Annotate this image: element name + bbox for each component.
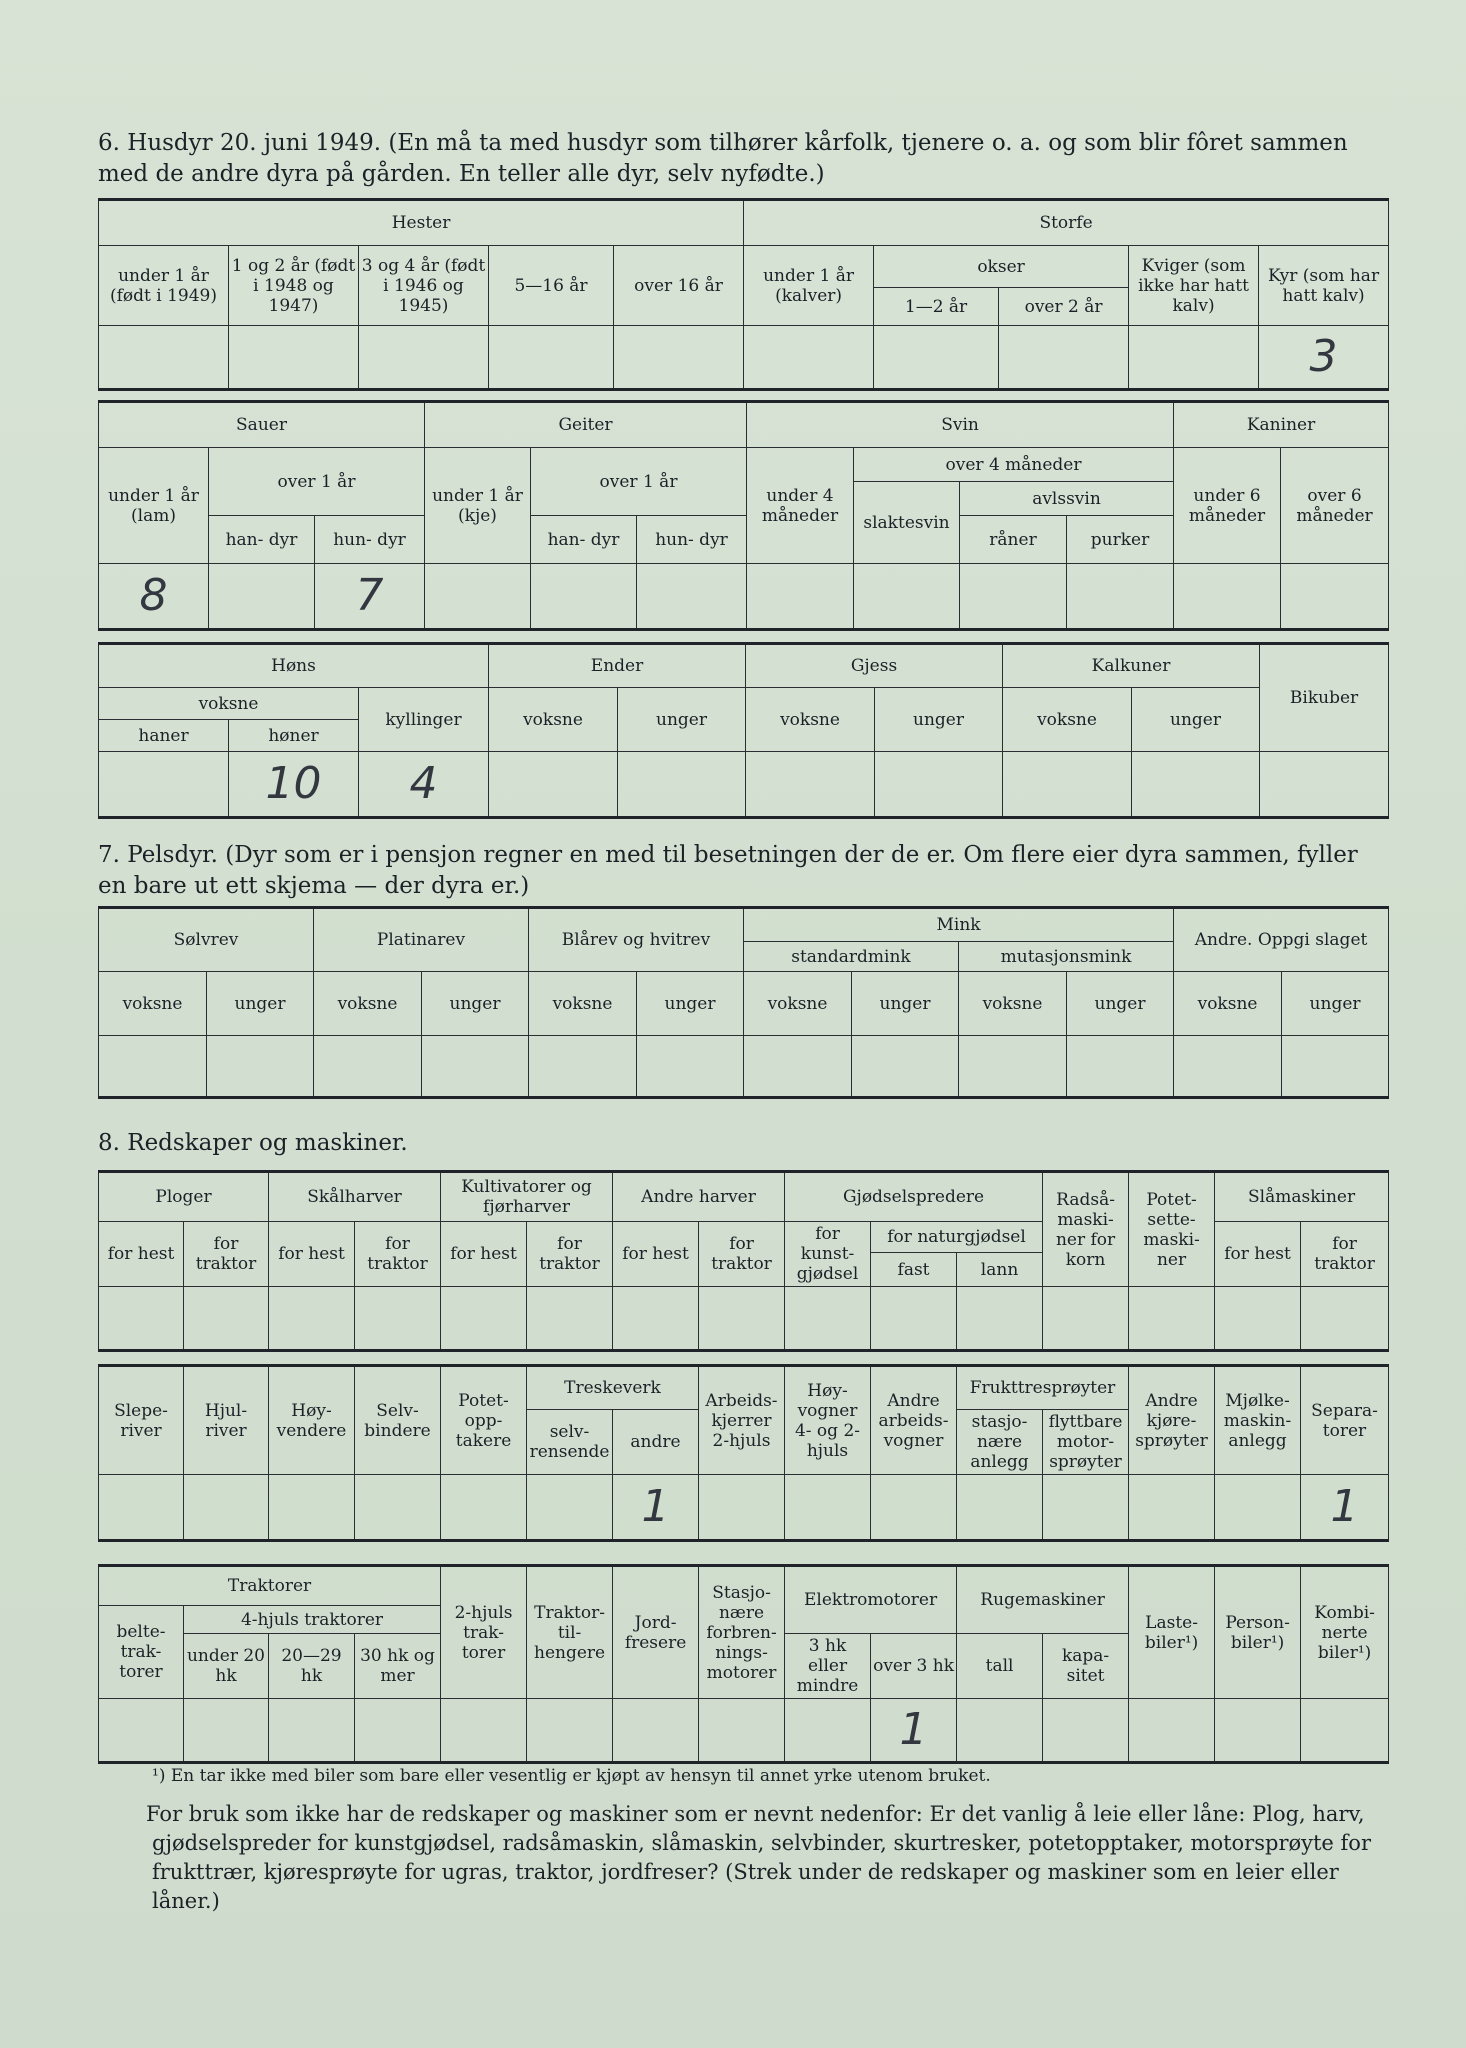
kviger-header: Kviger (som ikke har hatt kalv)	[1129, 246, 1259, 326]
cell-hoyvendere[interactable]	[269, 1475, 355, 1541]
hons-kyllinger: kyllinger	[359, 688, 489, 752]
cell-kalkuner-unger[interactable]	[1132, 752, 1260, 818]
cell-hester-1-2[interactable]	[229, 326, 359, 390]
cell-frukt-stasjonaere[interactable]	[957, 1475, 1043, 1541]
mutasjonsmink-voksne: voksne	[959, 972, 1067, 1036]
cell-hoyvogner[interactable]	[785, 1475, 871, 1541]
cell-andre-harver-hest[interactable]	[613, 1287, 699, 1351]
hoyvogner-header: Høy- vogner 4- og 2- hjuls	[785, 1366, 871, 1475]
cell-okser-over2[interactable]	[999, 326, 1129, 390]
lastebiler-header: Laste- biler¹)	[1129, 1566, 1215, 1699]
section-8-heading	[98, 1128, 1388, 1159]
rugemaskiner-header: Rugemaskiner	[957, 1566, 1129, 1634]
okser-1-2: 1—2 år	[874, 288, 999, 326]
cell-elektro-3hk[interactable]	[785, 1699, 871, 1763]
cell-hester-5-16[interactable]	[489, 326, 614, 390]
cell-gjess-voksne[interactable]	[746, 752, 875, 818]
cell-hester-over16[interactable]	[614, 326, 744, 390]
cell-separatorer[interactable]: 1	[1301, 1475, 1389, 1541]
andre-harver-traktor: for traktor	[699, 1222, 785, 1287]
cell-standardmink-unger[interactable]	[852, 1036, 959, 1098]
cell-gjess-unger[interactable]	[875, 752, 1003, 818]
potetsettemaskiner-header: Potet- sette- maski- ner	[1129, 1172, 1215, 1287]
arbeidsvogner-header: Andre arbeids- vogner	[871, 1366, 957, 1475]
tohjuls-traktorer-header: 2-hjuls trak- torer	[441, 1566, 527, 1699]
ploger-header: Ploger	[99, 1172, 269, 1222]
andre-voksne: voksne	[1174, 972, 1282, 1036]
andre-unger: unger	[1282, 972, 1389, 1036]
kjoresproyter-header: Andre kjøre- sprøyter	[1129, 1366, 1215, 1475]
ploger-hest: for hest	[99, 1222, 184, 1287]
cell-ruge-kapasitet[interactable]	[1043, 1699, 1129, 1763]
cell-gjodsel-lann[interactable]	[957, 1287, 1043, 1351]
closing-text: For bruk som ikke har de redskaper og maskiner som er nevnt nedenfor: Er det vanlig å leie eller låne: Plog, harv, gjødselspreder for kunstgjødsel, radsåmaskin, slåmaskin, selvbinder, skurtresker, potetopptaker, motorsprøyte for frukttrær, kjøresprøyte for ugras, traktor, jordfreser? (Strek under de redskaper og maskiner som en leier eller låner.)	[146, 1802, 1371, 1913]
cell-traktortilhengere[interactable]	[527, 1699, 613, 1763]
cell-blarev-unger[interactable]	[637, 1036, 744, 1098]
kaniner-over6: over 6 måneder	[1281, 448, 1389, 564]
cell-ender-unger[interactable]	[618, 752, 746, 818]
cell-geit-hundyr[interactable]	[637, 564, 747, 630]
kaniner-under6: under 6 måneder	[1174, 448, 1281, 564]
cell-andre-harver-traktor[interactable]	[699, 1287, 785, 1351]
traktorer-header: Traktorer	[99, 1566, 441, 1606]
okser-header: okser	[874, 246, 1129, 288]
cell-personbiler[interactable]	[1215, 1699, 1301, 1763]
solvrev-unger: unger	[207, 972, 314, 1036]
hester-over16: over 16 år	[614, 246, 744, 326]
cell-tohjuls-traktorer[interactable]	[441, 1699, 527, 1763]
hester-header: Hester	[99, 200, 744, 246]
sauer-header: Sauer	[99, 402, 425, 448]
hons-honer: høner	[229, 720, 359, 752]
kyr-header: Kyr (som har hatt kalv)	[1259, 246, 1389, 326]
sleperiver-header: Slepe- river	[99, 1366, 184, 1475]
cell-traktor-under20[interactable]	[184, 1699, 269, 1763]
cell-hester-under1[interactable]	[99, 326, 229, 390]
traktortilhengere-header: Traktor- til- hengere	[527, 1566, 613, 1699]
hester-5-16: 5—16 år	[489, 246, 614, 326]
cell-solvrev-unger[interactable]	[207, 1036, 314, 1098]
slamaskiner-traktor: for traktor	[1301, 1222, 1389, 1287]
cell-raner[interactable]	[960, 564, 1067, 630]
kalkuner-voksne: voksne	[1003, 688, 1132, 752]
cell-potetopptakere[interactable]	[441, 1475, 527, 1541]
kalkuner-unger: unger	[1132, 688, 1260, 752]
svin-under4: under 4 måneder	[747, 448, 854, 564]
table-sauer-svin	[98, 400, 1389, 631]
gjess-voksne: voksne	[746, 688, 875, 752]
cell-treske-selvrensende[interactable]	[527, 1475, 613, 1541]
cell-potetsettemaskiner[interactable]	[1129, 1287, 1215, 1351]
section-8-text: 8. Redskaper og maskiner.	[98, 1130, 408, 1156]
cell-standardmink-voksne[interactable]	[744, 1036, 852, 1098]
skalharver-traktor: for traktor	[355, 1222, 441, 1287]
treskeverk-andre: andre	[613, 1410, 699, 1475]
geit-handyr: han- dyr	[531, 516, 637, 564]
arbeidskjerrer-header: Arbeids- kjerrer 2-hjuls	[699, 1366, 785, 1475]
table-pelsdyr	[98, 906, 1389, 1099]
gjess-unger: unger	[875, 688, 1003, 752]
kalkuner-header: Kalkuner	[1003, 644, 1260, 688]
svin-avlssvin: avlssvin	[960, 482, 1174, 516]
selvbindere-header: Selv- bindere	[355, 1366, 441, 1475]
frukt-stasjonaere: stasjo- nære anlegg	[957, 1410, 1043, 1475]
cell-mjolkemaskin[interactable]	[1215, 1475, 1301, 1541]
kaniner-header: Kaniner	[1174, 402, 1389, 448]
gjodsel-natur: for naturgjødsel	[871, 1222, 1043, 1253]
cell-kaniner-under6[interactable]	[1174, 564, 1281, 630]
hjulriver-header: Hjul- river	[184, 1366, 269, 1475]
cell-mutasjonsmink-voksne[interactable]	[959, 1036, 1067, 1098]
hons-haner: haner	[99, 720, 229, 752]
cell-platinarev-unger[interactable]	[422, 1036, 529, 1098]
cell-skalharver-traktor[interactable]	[355, 1287, 441, 1351]
hester-3-4: 3 og 4 år (født i 1946 og 1945)	[359, 246, 489, 326]
sau-handyr: han- dyr	[209, 516, 315, 564]
mjolkemaskin-header: Mjølke- maskin- anlegg	[1215, 1366, 1301, 1475]
cell-slaktesvin[interactable]	[854, 564, 960, 630]
geiter-header: Geiter	[425, 402, 747, 448]
elektro-3hk: 3 hk eller mindre	[785, 1634, 871, 1699]
radsamaskiner-header: Radså- maski- ner for korn	[1043, 1172, 1129, 1287]
standardmink-header: standardmink	[744, 942, 959, 972]
cell-arbeidskjerrer[interactable]	[699, 1475, 785, 1541]
cell-kjoresproyter[interactable]	[1129, 1475, 1215, 1541]
gjodsel-fast: fast	[871, 1253, 957, 1287]
cell-sau-hundyr[interactable]: 7	[315, 564, 425, 630]
table-hester-storfe	[98, 198, 1389, 391]
slamaskiner-hest: for hest	[1215, 1222, 1301, 1287]
bikuber-header: Bikuber	[1260, 644, 1389, 752]
hoyvendere-header: Høy- vendere	[269, 1366, 355, 1475]
platinarev-header: Platinarev	[314, 908, 529, 972]
skalharver-header: Skålharver	[269, 1172, 441, 1222]
personbiler-header: Person- biler¹)	[1215, 1566, 1301, 1699]
cell-ruge-tall[interactable]	[957, 1699, 1043, 1763]
cell-slamaskiner-traktor[interactable]	[1301, 1287, 1389, 1351]
cell-andre-unger[interactable]	[1282, 1036, 1389, 1098]
cell-kalver[interactable]	[744, 326, 874, 390]
kultivatorer-header: Kultivatorer og fjørharver	[441, 1172, 613, 1222]
firehjuls-traktorer-header: 4-hjuls traktorer	[184, 1606, 441, 1634]
section-7-heading	[98, 840, 1388, 902]
cell-skalharver-hest[interactable]	[269, 1287, 355, 1351]
potetopptakere-header: Potet- opp- takere	[441, 1366, 527, 1475]
elektro-over3: over 3 hk	[871, 1634, 957, 1699]
svin-over4: over 4 måneder	[854, 448, 1174, 482]
section-6-heading	[98, 128, 1388, 190]
cell-haner[interactable]	[99, 752, 229, 818]
cell-sau-handyr[interactable]	[209, 564, 315, 630]
closing-note	[146, 1800, 1392, 1916]
solvrev-header: Sølvrev	[99, 908, 314, 972]
blarev-voksne: voksne	[529, 972, 637, 1036]
cell-beltetraktorer[interactable]	[99, 1699, 184, 1763]
platinarev-voksne: voksne	[314, 972, 422, 1036]
cell-kultivatorer-hest[interactable]	[441, 1287, 527, 1351]
cell-gjodsel-kunst[interactable]	[785, 1287, 871, 1351]
cell-bikuber[interactable]	[1260, 752, 1389, 818]
separatorer-header: Separa- torer	[1301, 1366, 1389, 1475]
gjess-header: Gjess	[746, 644, 1003, 688]
cell-lastebiler[interactable]	[1129, 1699, 1215, 1763]
andre-pelsdyr-header: Andre. Oppgi slaget	[1174, 908, 1389, 972]
traktor-20-29: 20—29 hk	[269, 1634, 355, 1699]
hester-1-2: 1 og 2 år (født i 1948 og 1947)	[229, 246, 359, 326]
geit-hundyr: hun- dyr	[637, 516, 747, 564]
svin-slaktesvin: slaktesvin	[854, 482, 960, 564]
cell-elektro-over3[interactable]: 1	[871, 1699, 957, 1763]
storfe-kalver: under 1 år (kalver)	[744, 246, 874, 326]
beltetraktorer-header: belte- trak- torer	[99, 1606, 184, 1699]
gjodsel-kunst: for kunst- gjødsel	[785, 1222, 871, 1287]
table-redskaper-3	[98, 1564, 1389, 1764]
frukttresproyter-header: Frukttresprøyter	[957, 1366, 1129, 1410]
svin-purker: purker	[1067, 516, 1174, 564]
cell-traktor-30[interactable]	[355, 1699, 441, 1763]
andre-harver-hest: for hest	[613, 1222, 699, 1287]
sau-hundyr: hun- dyr	[315, 516, 425, 564]
cell-frukt-flyttbare[interactable]	[1043, 1475, 1129, 1541]
cell-jordfresere[interactable]	[613, 1699, 699, 1763]
cell-sleperiver[interactable]	[99, 1475, 184, 1541]
cell-kultivatorer-traktor[interactable]	[527, 1287, 613, 1351]
svin-raner: råner	[960, 516, 1067, 564]
slamaskiner-header: Slåmaskiner	[1215, 1172, 1389, 1222]
gjodselspredere-header: Gjødselspredere	[785, 1172, 1043, 1222]
cell-kombinerte-biler[interactable]	[1301, 1699, 1389, 1763]
ender-unger: unger	[618, 688, 746, 752]
cell-slamaskiner-hest[interactable]	[1215, 1287, 1301, 1351]
elektromotorer-header: Elektromotorer	[785, 1566, 957, 1634]
geit-over1: over 1 år	[531, 448, 747, 516]
stasjonaere-motorer-header: Stasjo- nære forbren- nings- motorer	[699, 1566, 785, 1699]
cell-kaniner-over6[interactable]	[1281, 564, 1389, 630]
cell-hjulriver[interactable]	[184, 1475, 269, 1541]
table-redskaper-1	[98, 1170, 1389, 1352]
kultivatorer-traktor: for traktor	[527, 1222, 613, 1287]
svin-header: Svin	[747, 402, 1174, 448]
cell-kyr[interactable]: 3	[1259, 326, 1389, 390]
cell-treske-andre[interactable]: 1	[613, 1475, 699, 1541]
jordfresere-header: Jord- fresere	[613, 1566, 699, 1699]
treskeverk-header: Treskeverk	[527, 1366, 699, 1410]
cell-kje[interactable]	[425, 564, 531, 630]
andre-harver-header: Andre harver	[613, 1172, 785, 1222]
blarev-unger: unger	[637, 972, 744, 1036]
platinarev-unger: unger	[422, 972, 529, 1036]
section-6-text: 6. Husdyr 20. juni 1949. (En må ta med husdyr som tilhører kårfolk, tjenere o. a. og som blir fôret sammen med de andre dyra på gården. En teller alle dyr, selv nyfødte.)	[98, 130, 1348, 187]
ruge-tall: tall	[957, 1634, 1043, 1699]
cell-andre-voksne[interactable]	[1174, 1036, 1282, 1098]
hons-header: Høns	[99, 644, 489, 688]
cell-radsamaskiner[interactable]	[1043, 1287, 1129, 1351]
cell-kalkuner-voksne[interactable]	[1003, 752, 1132, 818]
mutasjonsmink-header: mutasjonsmink	[959, 942, 1174, 972]
table-fjorfe	[98, 642, 1389, 819]
cell-traktor-20-29[interactable]	[269, 1699, 355, 1763]
cell-selvbindere[interactable]	[355, 1475, 441, 1541]
kultivatorer-hest: for hest	[441, 1222, 527, 1287]
cell-svin-under4[interactable]	[747, 564, 854, 630]
storfe-header: Storfe	[744, 200, 1389, 246]
traktor-30: 30 hk og mer	[355, 1634, 441, 1699]
cell-kyllinger[interactable]: 4	[359, 752, 489, 818]
cell-platinarev-voksne[interactable]	[314, 1036, 422, 1098]
blarev-header: Blårev og hvitrev	[529, 908, 744, 972]
cell-ender-voksne[interactable]	[489, 752, 618, 818]
okser-over2: over 2 år	[999, 288, 1129, 326]
mutasjonsmink-unger: unger	[1067, 972, 1174, 1036]
cell-okser-1-2[interactable]	[874, 326, 999, 390]
geit-kje: under 1 år (kje)	[425, 448, 531, 564]
standardmink-unger: unger	[852, 972, 959, 1036]
cell-gjodsel-fast[interactable]	[871, 1287, 957, 1351]
kombinerte-biler-header: Kombi- nerte biler¹)	[1301, 1566, 1389, 1699]
cell-hester-3-4[interactable]	[359, 326, 489, 390]
traktor-under20: under 20 hk	[184, 1634, 269, 1699]
sau-over1: over 1 år	[209, 448, 425, 516]
footnote: ¹) En tar ikke med biler som bare eller vesentlig er kjøpt av hensyn til annet yrke utenom bruket.	[152, 1766, 991, 1786]
table-redskaper-2	[98, 1364, 1389, 1542]
cell-lam[interactable]: 8	[99, 564, 209, 630]
section-7-text: 7. Pelsdyr. (Dyr som er i pensjon regner en med til besetningen der de er. Om flere eier dyra sammen, fyller en bare ut ett skjema — der dyra er.)	[98, 842, 1358, 899]
mink-header: Mink	[744, 908, 1174, 942]
skalharver-hest: for hest	[269, 1222, 355, 1287]
solvrev-voksne: voksne	[99, 972, 207, 1036]
cell-arbeidsvogner[interactable]	[871, 1475, 957, 1541]
cell-ploger-hest[interactable]	[99, 1287, 184, 1351]
treskeverk-selvrensende: selv- rensende	[527, 1410, 613, 1475]
frukt-flyttbare: flyttbare motor- sprøyter	[1043, 1410, 1129, 1475]
ploger-traktor: for traktor	[184, 1222, 269, 1287]
cell-stasjonaere-motorer[interactable]	[699, 1699, 785, 1763]
ender-header: Ender	[489, 644, 746, 688]
cell-mutasjonsmink-unger[interactable]	[1067, 1036, 1174, 1098]
cell-ploger-traktor[interactable]	[184, 1287, 269, 1351]
hons-voksne: voksne	[99, 688, 359, 720]
hester-under1: under 1 år (født i 1949)	[99, 246, 229, 326]
sau-lam: under 1 år (lam)	[99, 448, 209, 564]
cell-honer[interactable]: 10	[229, 752, 359, 818]
cell-purker[interactable]	[1067, 564, 1174, 630]
cell-blarev-voksne[interactable]	[529, 1036, 637, 1098]
cell-geit-handyr[interactable]	[531, 564, 637, 630]
gjodsel-lann: lann	[957, 1253, 1043, 1287]
ruge-kapasitet: kapa- sitet	[1043, 1634, 1129, 1699]
standardmink-voksne: voksne	[744, 972, 852, 1036]
ender-voksne: voksne	[489, 688, 618, 752]
cell-solvrev-voksne[interactable]	[99, 1036, 207, 1098]
cell-kviger[interactable]	[1129, 326, 1259, 390]
